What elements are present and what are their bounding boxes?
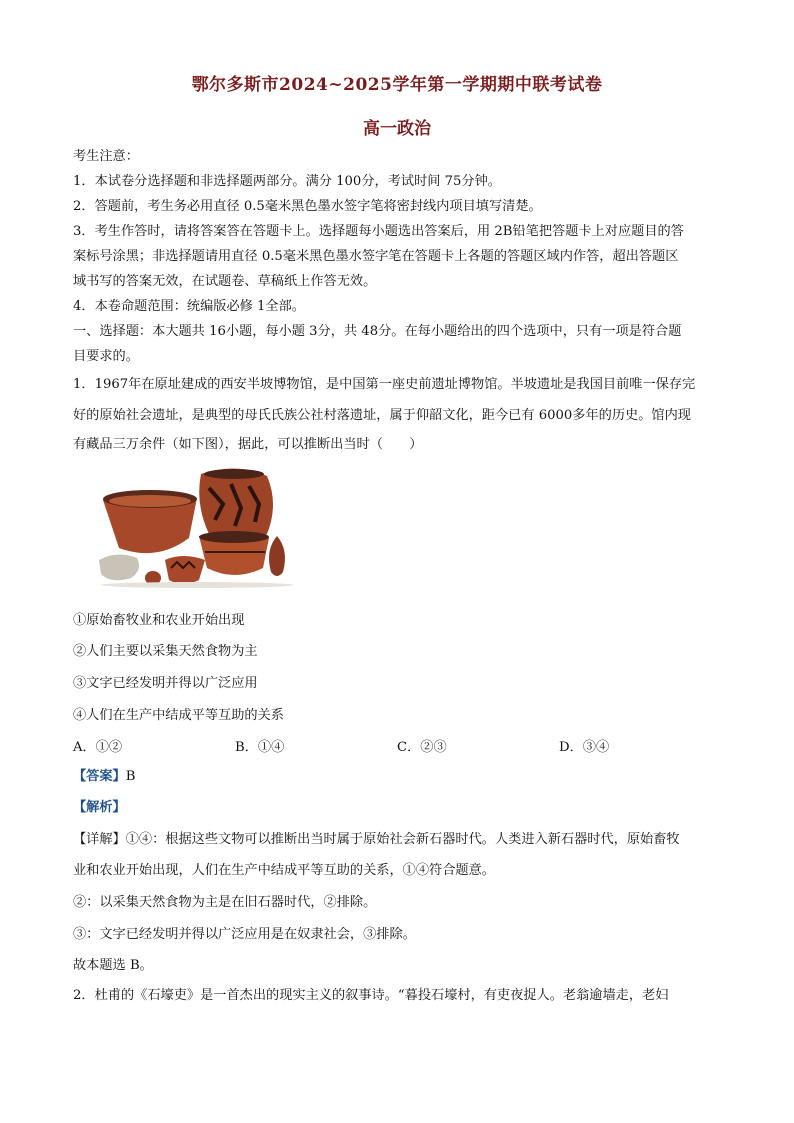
notice-item-2: 2．答题前，考生务必用直径 0.5毫米黑色墨水签字笔将密封线内项目填写清楚。 [73,199,542,214]
pottery-painted-jar [199,468,273,541]
notice-item-3: 3．考生作答时，请将答案答在答题卡上。选择题每小题选出答案后，用 2B铅笔把答题卡上对应题目的答 [73,224,684,239]
q1-statement-1: ①原始畜牧业和农业开始出现 [73,613,245,628]
q1-analysis [73,797,723,819]
q1-detail-line-3: ②：以采集天然食物为主是在旧石器时代，②排除。 [73,895,377,910]
option-d[interactable]: D．③④ [559,740,610,755]
q1-detail-line-5: 故本题选 B。 [73,958,153,973]
q1-stem-line-1: 1．1967年在原址建成的西安半坡博物馆，是中国第一座史前遗址博物馆。半坡遗址是我国目前唯一保存完 [73,377,696,392]
detail-tag: 【详解】 [73,832,126,847]
q1-stem-line-3: 有藏品三万余件（如下图），据此，可以推断出当时（ ） [73,437,423,452]
answer-value: B [125,769,136,784]
q1-detail-line-2: 业和农业开始出现，人们在生产中结成平等互助的关系，①④符合题意。 [73,863,495,878]
notice-item-3-cont2: 域书写的答案无效，在试题卷、草稿纸上作答无效。 [73,274,377,289]
section-instruction-cont: 目要求的。 [73,349,139,364]
exam-subject: 高一政治 [363,119,431,139]
exam-title: 鄂尔多斯市2024~2025学年第一学期期中联考试卷 [191,75,603,95]
option-a[interactable]: A．①② [73,740,123,755]
notice-item-1: 1．本试卷分选择题和非选择题两部分。满分 100分，考试时间 75分钟。 [73,174,501,189]
answer-tag: 【答案】 [73,769,126,784]
notice-item-4: 4．本卷命题范围：统编版必修 1全部。 [73,299,305,314]
pottery-grey-flask [99,554,139,580]
q1-detail-line-1: 【详解】①④：根据这些文物可以推断出当时属于原始社会新石器时代。人类进入新石器时代，原始畜牧 [73,832,680,847]
pottery-bottle [269,536,285,576]
q2-stem: 2．杜甫的《石壕吏》是一首杰出的现实主义的叙事诗。“暮投石壕村，有吏夜捉人。老翁逾墙走，老妇 [73,988,669,1003]
section-instruction: 一、选择题：本大题共 16小题，每小题 3分，共 48分。在每小题给出的四个选项中，只有一项是符合题 [73,324,682,339]
option-c[interactable]: C．②③ [397,740,447,755]
q1-answer [73,766,723,788]
q1-stem-line-2: 好的原始社会遗址，是典型的母氏氏族公社村落遗址，属于仰韶文化，距今已有 6000多年的历史。馆内现 [73,408,691,423]
q1-detail-line-4: ③：文字已经发明并得以广泛应用是在奴隶社会，③排除。 [73,927,416,942]
q1-statement-2: ②人们主要以采集天然食物为主 [73,644,258,659]
q1-statement-4: ④人们在生产中结成平等互助的关系 [73,708,284,723]
q1-options [73,736,723,758]
option-b[interactable]: B．①④ [235,740,285,755]
q1-statement-3: ③文字已经发明并得以广泛应用 [73,676,258,691]
pottery-small-bowl [165,556,205,584]
notice-heading: 考生注意： [73,149,139,164]
analysis-tag: 【解析】 [73,800,126,815]
notice-item-3-cont: 案标号涂黑；非选择题请用直径 0.5毫米黑色墨水签字笔在答题卡上各题的答题区域内作答，超出答题区 [73,249,679,264]
pottery-figure [97,464,297,588]
